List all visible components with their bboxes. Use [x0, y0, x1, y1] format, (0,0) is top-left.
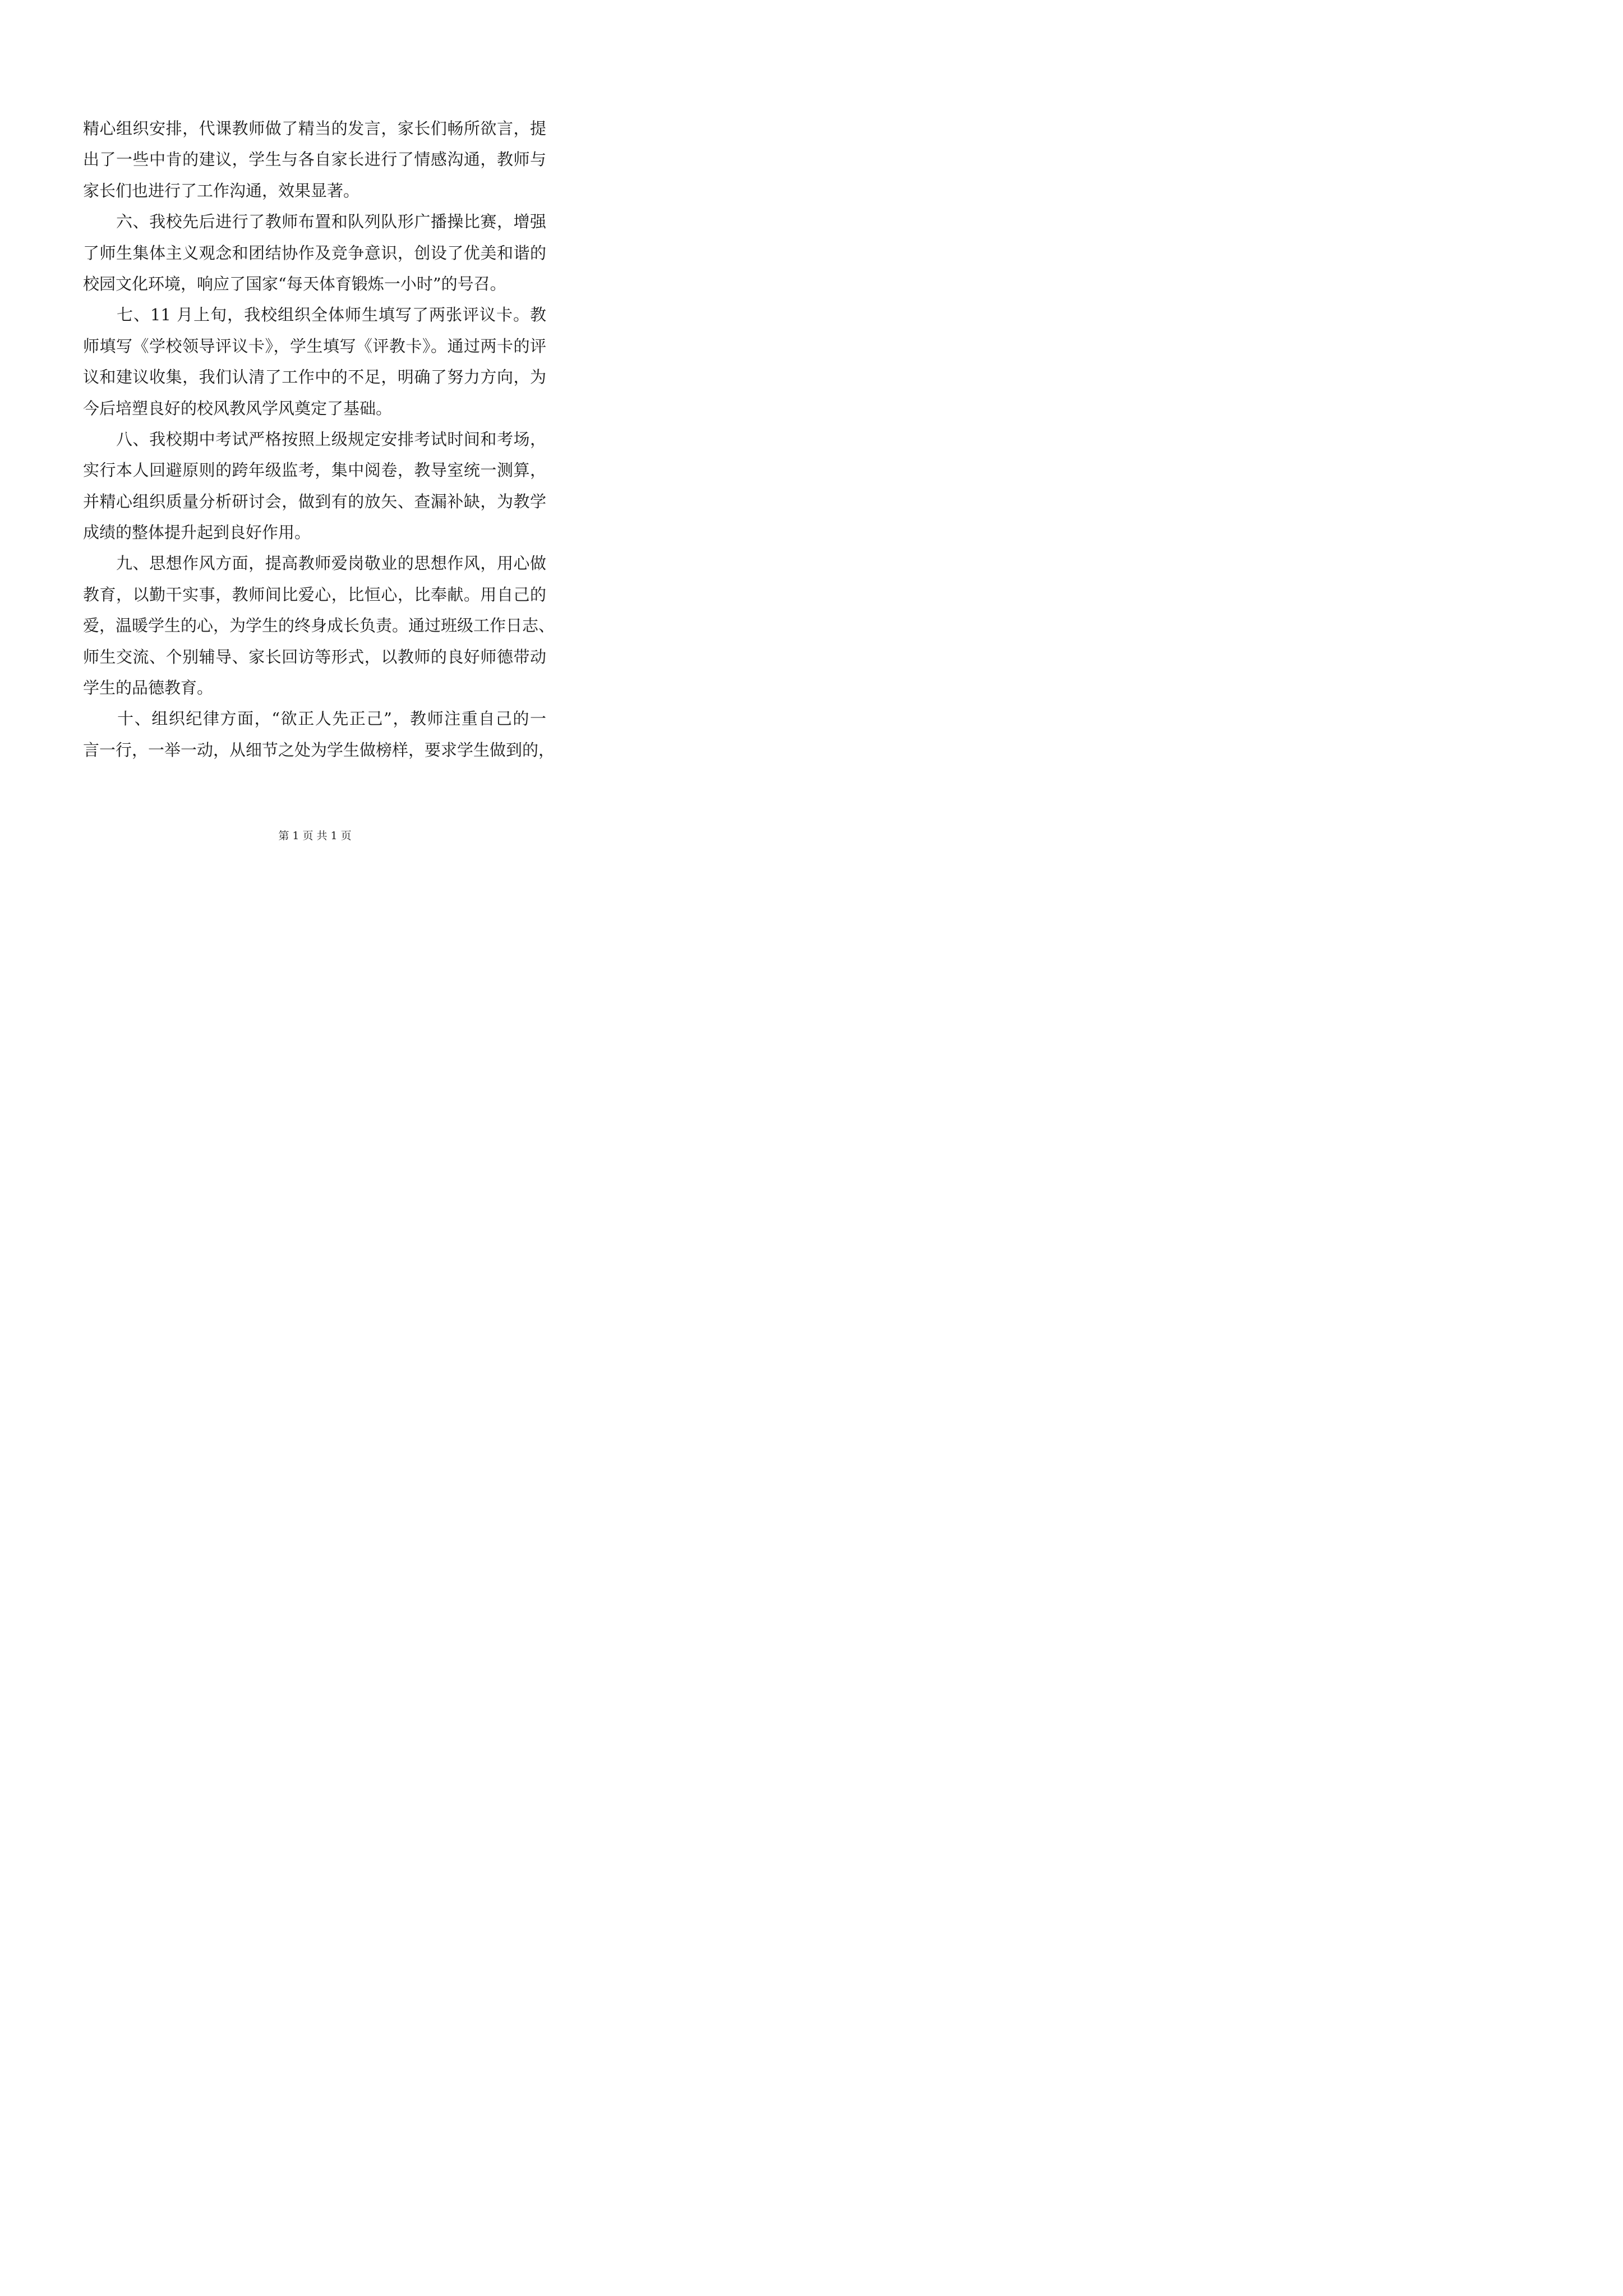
text-line: 议和建议收集，我们认清了工作中的不足，明确了努力方向，为 [83, 367, 546, 387]
document-page [0, 0, 630, 890]
text-line: 学生的品德教育。 [83, 678, 214, 698]
text-line: 师生交流、个别辅导、家长回访等形式，以教师的良好师德带动 [83, 647, 546, 666]
text-line: 成绩的整体提升起到良好作用。 [83, 523, 311, 542]
text-line: 出了一些中肯的建议，学生与各自家长进行了情感沟通，教师与 [83, 150, 546, 169]
text-line: 并精心组织质量分析研讨会，做到有的放矢、查漏补缺，为教学 [83, 491, 546, 511]
text-line: 九、思想作风方面，提高教师爱岗敬业的思想作风，用心做 [83, 554, 546, 573]
page-footer: 第 1 页 共 1 页 [278, 830, 352, 842]
text-line: 言一行，一举一动，从细节之处为学生做榜样，要求学生做到的， [83, 740, 555, 760]
text-line: 教育，以勤干实事，教师间比爱心，比恒心，比奉献。用自己的 [83, 585, 546, 604]
text-line: 七、11 月上旬，我校组织全体师生填写了两张评议卡。教 [83, 305, 546, 325]
text-line: 十、组织纪律方面，“欲正人先正己”，教师注重自己的一 [83, 709, 546, 729]
text-line: 师填写《学校领导评议卡》，学生填写《评教卡》。通过两卡的评 [83, 336, 546, 356]
text-line: 爱，温暖学生的心，为学生的终身成长负责。通过班级工作日志、 [83, 616, 555, 636]
text-line: 精心组织安排，代课教师做了精当的发言，家长们畅所欲言，提 [83, 119, 546, 138]
body-text [83, 113, 555, 766]
text-line: 六、我校先后进行了教师布置和队列队形广播操比赛，增强 [83, 212, 546, 232]
text-line: 家长们也进行了工作沟通，效果显著。 [83, 181, 360, 200]
text-line: 实行本人回避原则的跨年级监考，集中阅卷，教导室统一测算， [83, 461, 546, 480]
text-line: 八、我校期中考试严格按照上级规定安排考试时间和考场， [83, 429, 546, 449]
text-line: 今后培塑良好的校风教风学风奠定了基础。 [83, 398, 393, 418]
text-line: 校园文化环境，响应了国家“每天体育锻炼一小时”的号召。 [83, 274, 506, 293]
text-line: 了师生集体主义观念和团结协作及竞争意识，创设了优美和谐的 [83, 243, 546, 263]
